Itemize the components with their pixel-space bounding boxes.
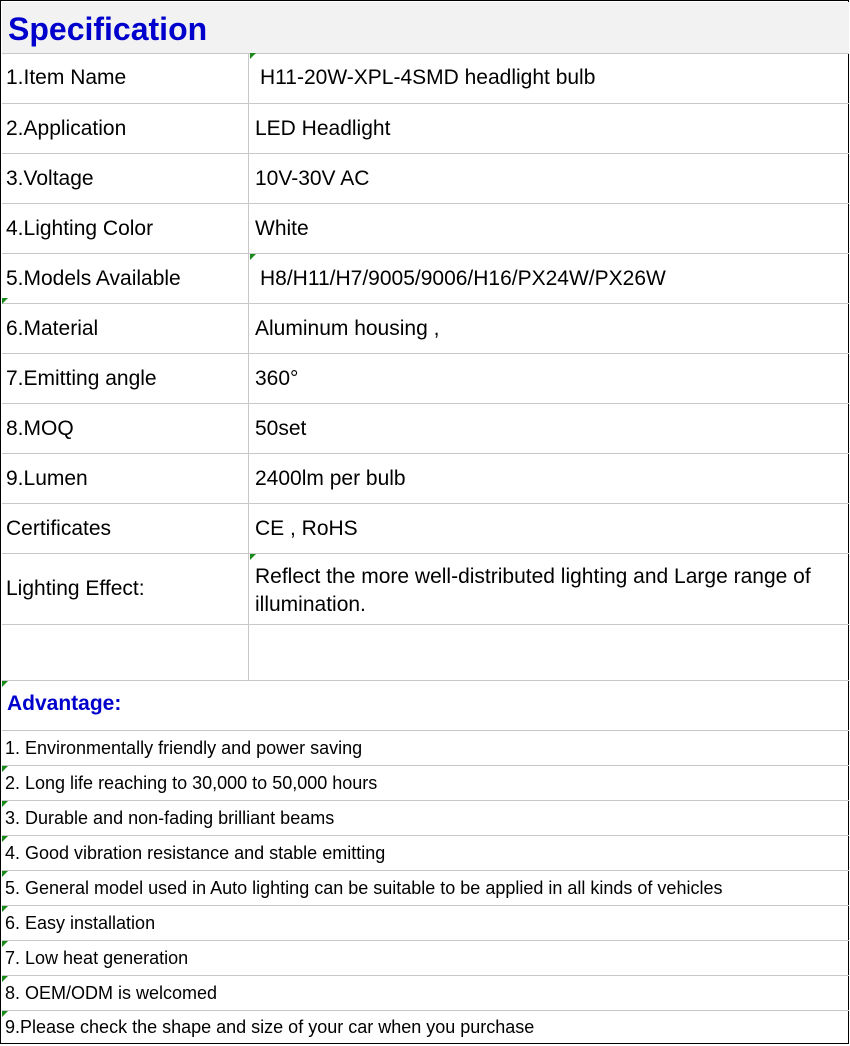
spec-label: 6.Material xyxy=(2,304,249,353)
comment-marker-icon xyxy=(250,254,256,260)
advantage-item: 5. General model used in Auto lighting can be suitable to be applied in all kinds of vehicles xyxy=(2,871,849,906)
spec-value: White xyxy=(255,216,309,240)
comment-marker-icon xyxy=(250,53,256,59)
spec-row-models xyxy=(2,254,849,304)
spec-label: 9.Lumen xyxy=(2,454,249,503)
spec-row-lighting-effect xyxy=(2,554,849,625)
advantage-item: 9.Please check the shape and size of your car when you purchase xyxy=(5,1017,535,1037)
spec-value: H8/H11/H7/9005/9006/H16/PX24W/PX26W xyxy=(260,266,666,290)
comment-marker-icon xyxy=(2,801,8,807)
advantage-header-row xyxy=(2,681,849,731)
spec-value: Aluminum housing , xyxy=(255,316,440,340)
comment-marker-icon xyxy=(2,906,8,912)
comment-marker-icon xyxy=(2,941,8,947)
spec-row-item-name xyxy=(2,53,849,104)
spec-value xyxy=(249,625,849,680)
comment-marker-icon xyxy=(2,681,8,687)
spec-row-lighting-color xyxy=(2,204,849,254)
advantage-item: 3. Durable and non-fading brilliant beams xyxy=(2,801,849,836)
spec-row-voltage xyxy=(2,154,849,204)
spec-value: H11-20W-XPL-4SMD headlight bulb xyxy=(260,66,596,89)
advantage-item: 6. Easy installation xyxy=(2,906,849,941)
advantage-item: 1. Environmentally friendly and power saving xyxy=(2,731,849,766)
spec-label: 3.Voltage xyxy=(2,154,249,203)
advantage-title: Advantage: xyxy=(7,692,122,715)
spec-label: Lighting Effect: xyxy=(2,554,249,624)
spec-row-certificates xyxy=(2,504,849,554)
comment-marker-icon xyxy=(2,766,8,772)
spec-label: 1.Item Name xyxy=(2,53,249,103)
advantage-item: 8. OEM/ODM is welcomed xyxy=(2,976,849,1011)
advantage-item: 7. Low heat generation xyxy=(2,941,849,976)
spec-row-material xyxy=(2,304,849,354)
spec-label: 4.Lighting Color xyxy=(2,204,249,253)
spec-value: LED Headlight xyxy=(255,116,391,140)
spec-row-empty xyxy=(2,625,849,681)
comment-marker-icon xyxy=(2,871,8,877)
spec-label: 7.Emitting angle xyxy=(2,354,249,403)
spec-label: 8.MOQ xyxy=(2,404,249,453)
advantage-item: 4. Good vibration resistance and stable emitting xyxy=(2,836,849,871)
spec-value: 10V-30V AC xyxy=(255,166,370,190)
spec-value: CE , RoHS xyxy=(255,516,358,540)
header-bar xyxy=(2,2,849,54)
spec-row-application xyxy=(2,104,849,154)
comment-marker-icon xyxy=(2,836,8,842)
comment-marker-icon xyxy=(2,976,8,982)
spec-row-emitting-angle xyxy=(2,354,849,404)
spec-value: 360° xyxy=(255,366,299,390)
comment-marker-icon xyxy=(2,1011,8,1017)
spec-label: 5.Models Available xyxy=(2,254,249,303)
page-title: Specification xyxy=(8,11,208,47)
spec-label: Certificates xyxy=(2,504,249,553)
spec-label: 2.Application xyxy=(2,104,249,153)
spec-value: 50set xyxy=(255,416,307,440)
comment-marker-icon xyxy=(250,554,256,560)
spec-value: 2400lm per bulb xyxy=(255,466,406,490)
spec-row-lumen xyxy=(2,454,849,504)
spec-label xyxy=(2,625,249,680)
spec-row-moq xyxy=(2,404,849,454)
spec-value: Reflect the more well-distributed lighting and Large range of illumination. xyxy=(255,565,811,616)
advantage-item: 2. Long life reaching to 30,000 to 50,000 hours xyxy=(2,766,849,801)
